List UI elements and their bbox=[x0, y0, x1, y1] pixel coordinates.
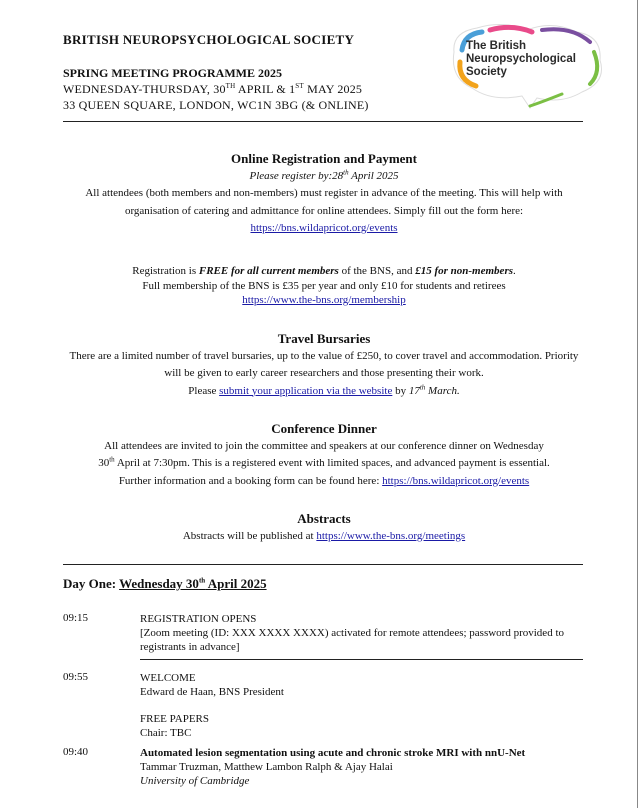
logo-wordmark: The British Neuropsychological Society bbox=[466, 40, 576, 78]
abstracts-link[interactable]: https://www.the-bns.org/meetings bbox=[316, 529, 466, 542]
session-title: FREE PAPERS bbox=[140, 713, 209, 725]
fees-section bbox=[60, 263, 588, 310]
schedule-item-detail: Edward de Haan, BNS President bbox=[140, 686, 284, 698]
registration-events-link[interactable]: https://bns.wildapricot.org/events bbox=[250, 222, 398, 234]
dinner-title: Conference Dinner bbox=[271, 421, 377, 436]
bursaries-section bbox=[60, 330, 588, 400]
dinner-line-2: 30th April at 7:30pm. This is a registered event with limited spaces, and advanced payment is essential. bbox=[98, 455, 550, 469]
abstracts-section bbox=[60, 510, 588, 545]
session-chair: Chair: TBC bbox=[140, 727, 192, 739]
schedule-item-registration bbox=[140, 612, 590, 654]
bursaries-apply: Please submit your application via the website by 17th March. bbox=[188, 382, 460, 397]
bursary-application-link[interactable]: submit your application via the website bbox=[219, 384, 393, 397]
registration-section bbox=[60, 150, 588, 238]
schedule-time: 09:40 bbox=[63, 746, 89, 758]
registration-description: All attendees (both members and non-members) must register in advance of the meeting. This will help with organisation of catering and admittance for online attendees. Simply fill out the form here: bbox=[85, 187, 563, 217]
schedule-item-welcome bbox=[140, 671, 590, 699]
registration-deadline: Please register by:28th April 2025 bbox=[249, 167, 399, 182]
dinner-section bbox=[60, 420, 588, 490]
programme-title: SPRING MEETING PROGRAMME 2025 bbox=[63, 66, 282, 80]
dinner-line-3: Further information and a booking form can be found here: https://bns.wildapricot.org/events bbox=[118, 474, 530, 487]
fee-info: Registration is FREE for all current members of the BNS, and £15 for non-members. bbox=[132, 265, 516, 277]
free-papers-section bbox=[140, 712, 590, 740]
paper-title: Automated lesion segmentation using acute and chronic stroke MRI with nnU-Net bbox=[140, 747, 526, 759]
schedule-item-detail: [Zoom meeting (ID: XXX XXXX XXXX) activated for remote attendees; password provided to registrants in advance] bbox=[140, 627, 564, 653]
organization-name: BRITISH NEUROPSYCHOLOGICAL SOCIETY bbox=[63, 32, 355, 47]
dinner-line-1: All attendees are invited to join the committee and speakers at our conference dinner on Wednesday bbox=[104, 439, 544, 452]
paper-affiliation: University of Cambridge bbox=[140, 775, 250, 787]
schedule-item-title: REGISTRATION OPENS bbox=[140, 613, 257, 625]
abstracts-title: Abstracts bbox=[297, 511, 351, 526]
header-divider bbox=[63, 121, 583, 122]
schedule-item-title: WELCOME bbox=[140, 672, 196, 684]
paper-authors: Tammar Truzman, Matthew Lambon Ralph & Ajay Halai bbox=[140, 761, 393, 773]
day-one-heading: Day One: Wednesday 30th April 2025 bbox=[63, 576, 267, 591]
schedule-item-paper bbox=[140, 746, 590, 788]
membership-link[interactable]: https://www.the-bns.org/membership bbox=[242, 294, 406, 306]
abstracts-info: Abstracts will be published at https://www.the-bns.org/meetings bbox=[182, 529, 466, 542]
meeting-dates: WEDNESDAY-THURSDAY, 30TH APRIL & 1ST MAY 2025 bbox=[63, 82, 363, 96]
membership-info: Full membership of the BNS is £35 per year and only £10 for students and retirees bbox=[142, 279, 506, 292]
schedule-time: 09:55 bbox=[63, 671, 89, 683]
registration-title: Online Registration and Payment bbox=[231, 151, 417, 166]
bursaries-description: There are a limited number of travel bursaries, up to the value of £250, to cover travel and accommodation. Priority will be given to early career researchers and those presenting their work. bbox=[69, 349, 579, 379]
dinner-booking-link[interactable]: https://bns.wildapricot.org/events bbox=[382, 474, 530, 487]
schedule-divider bbox=[140, 659, 583, 660]
schedule-time: 09:15 bbox=[63, 612, 89, 624]
section-divider bbox=[63, 564, 583, 565]
venue-address: 33 QUEEN SQUARE, LONDON, WC1N 3BG (& ONLINE) bbox=[63, 98, 369, 112]
bursaries-title: Travel Bursaries bbox=[277, 331, 371, 346]
